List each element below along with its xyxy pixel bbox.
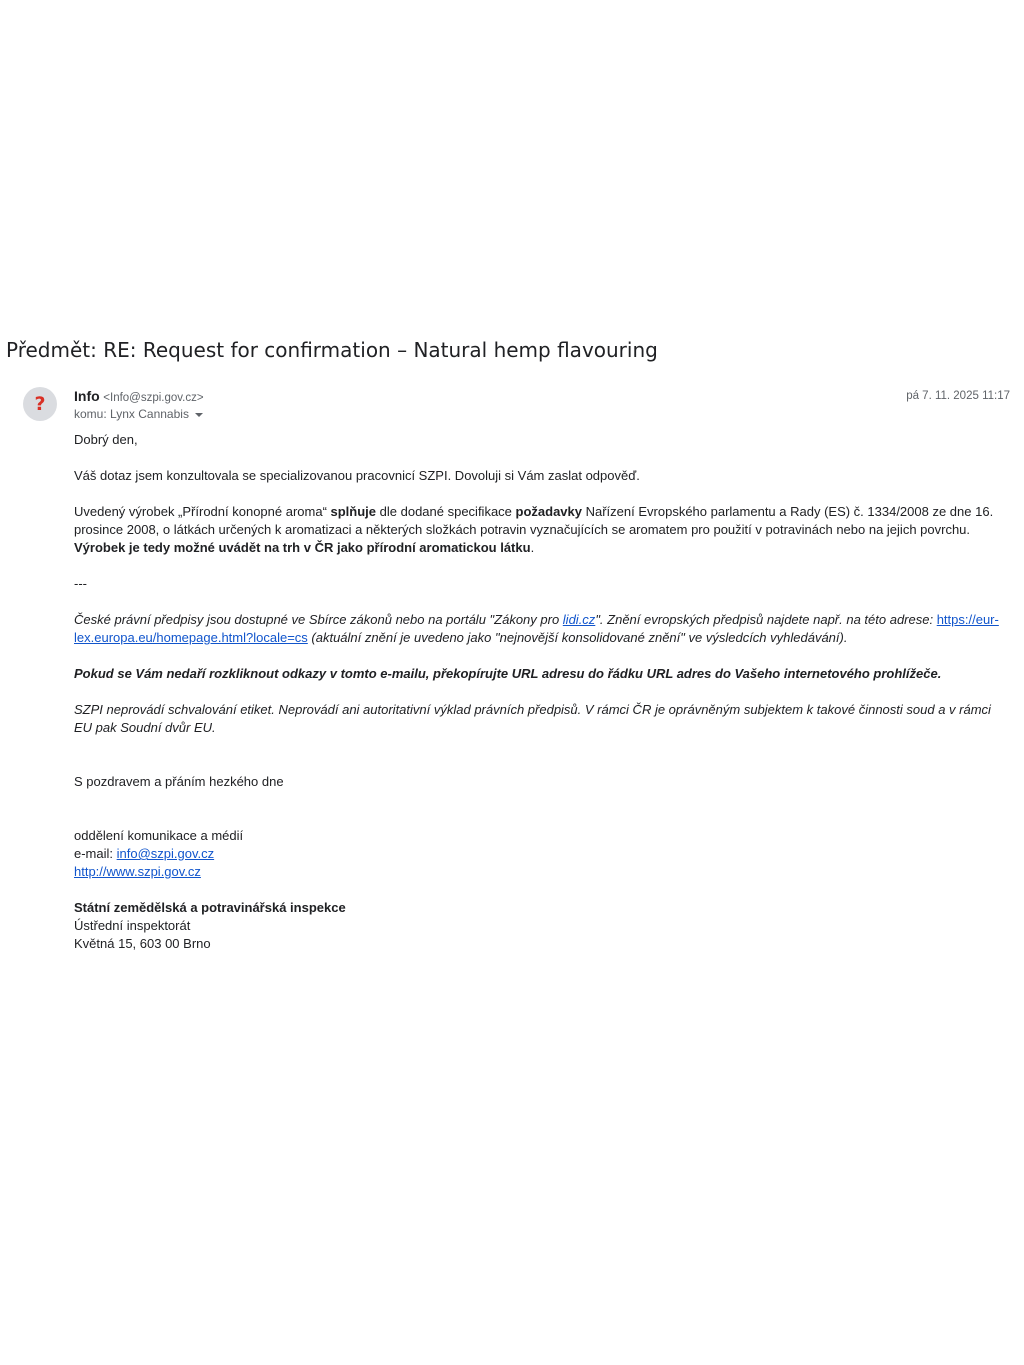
paragraph-4 (74, 665, 1010, 683)
signature-email-line (74, 845, 1010, 863)
paragraph-5: SZPI neprovádí schvalování etiket. Neprovádí ani autoritativní výklad právních předpisů. V rámci ČR je oprávněným subjektem k takové činnosti soud a v rámci EU pak Soudní dvůr EU. (74, 702, 991, 735)
sender-info (74, 388, 204, 404)
eur-lex-link[interactable]: https://eur-lex.europa.eu/homepage.html?locale=cs (74, 612, 999, 645)
signature-web-link[interactable]: http://www.szpi.gov.cz (74, 864, 201, 879)
p2-bold-1: splňuje (330, 504, 377, 519)
p2-text-2: dle dodané specifikace (376, 504, 516, 519)
greeting: Dobrý den, (74, 432, 138, 447)
recipient-label: komu: Lynx Cannabis (74, 407, 189, 421)
signature-email-label: e-mail: (74, 846, 117, 861)
separator: --- (74, 576, 87, 591)
signature-office: Ústřední inspektorát (74, 918, 191, 933)
p4-bold: Pokud se Vám nedaří rozkliknout odkazy v tomto e-mailu, překopírujte URL adresu do řádku URL adres do Vašeho internetového prohlížeče. (74, 666, 942, 681)
p2-text-1: Uvedený výrobek „Přírodní konopné aroma“ (74, 504, 331, 519)
p2-text-4: . (530, 540, 535, 555)
signature-org-name: Státní zemědělská a potravinářská inspekce (74, 900, 346, 915)
signature-department: oddělení komunikace a médií (74, 828, 244, 843)
paragraph-3 (74, 611, 1010, 647)
p3-text-3: (aktuální znění je uvedeno jako "nejnovější konsolidované znění" ve výsledcích vyhledávání). (307, 630, 848, 645)
email-date: pá 7. 11. 2025 11:17 (906, 390, 1010, 402)
sender-name[interactable]: Info (74, 388, 100, 404)
p2-text-3: Nařízení Evropského parlamentu a Rady (ES) č. 1334/2008 ze dne 16. prosince 2008, o látkách určených k aromatizaci a některých složkách potravin vyznačujících se aromatem pro použití v potravinách nebo na jejich povrchu. (74, 504, 994, 537)
sender-avatar[interactable] (23, 387, 57, 421)
sender-email: <Info@szpi.gov.cz> (103, 392, 204, 404)
closing: S pozdravem a přáním hezkého dne (74, 774, 284, 789)
p3-text-1: České právní předpisy jsou dostupné ve Sbírce zákonů nebo na portálu "Zákony pro (74, 612, 563, 627)
paragraph-2 (74, 503, 1010, 557)
question-mark-icon: ? (34, 392, 46, 415)
signature-address: Květná 15, 603 00 Brno (74, 936, 211, 951)
email-subject: Předmět: RE: Request for confirmation – Natural hemp flavouring (6, 338, 658, 362)
p3-text-2: ". Znění evropských předpisů najdete např. na této adrese: (595, 612, 937, 627)
p2-bold-2: požadavky (515, 504, 582, 519)
signature-web-line (74, 863, 1010, 881)
signature-org (74, 899, 1010, 917)
email-body (74, 431, 1010, 953)
chevron-down-icon[interactable] (195, 413, 203, 417)
lidi-link[interactable]: lidi.cz (562, 612, 596, 627)
p2-bold-3: Výrobek je tedy možné uvádět na trh v ČR jako přírodní aromatickou látku (74, 540, 531, 555)
recipient-details[interactable] (74, 407, 203, 421)
signature-email-link[interactable]: info@szpi.gov.cz (116, 846, 215, 861)
paragraph-1: Váš dotaz jsem konzultovala se specializovanou pracovnicí SZPI. Dovoluji si Vám zaslat odpověď. (74, 468, 640, 483)
